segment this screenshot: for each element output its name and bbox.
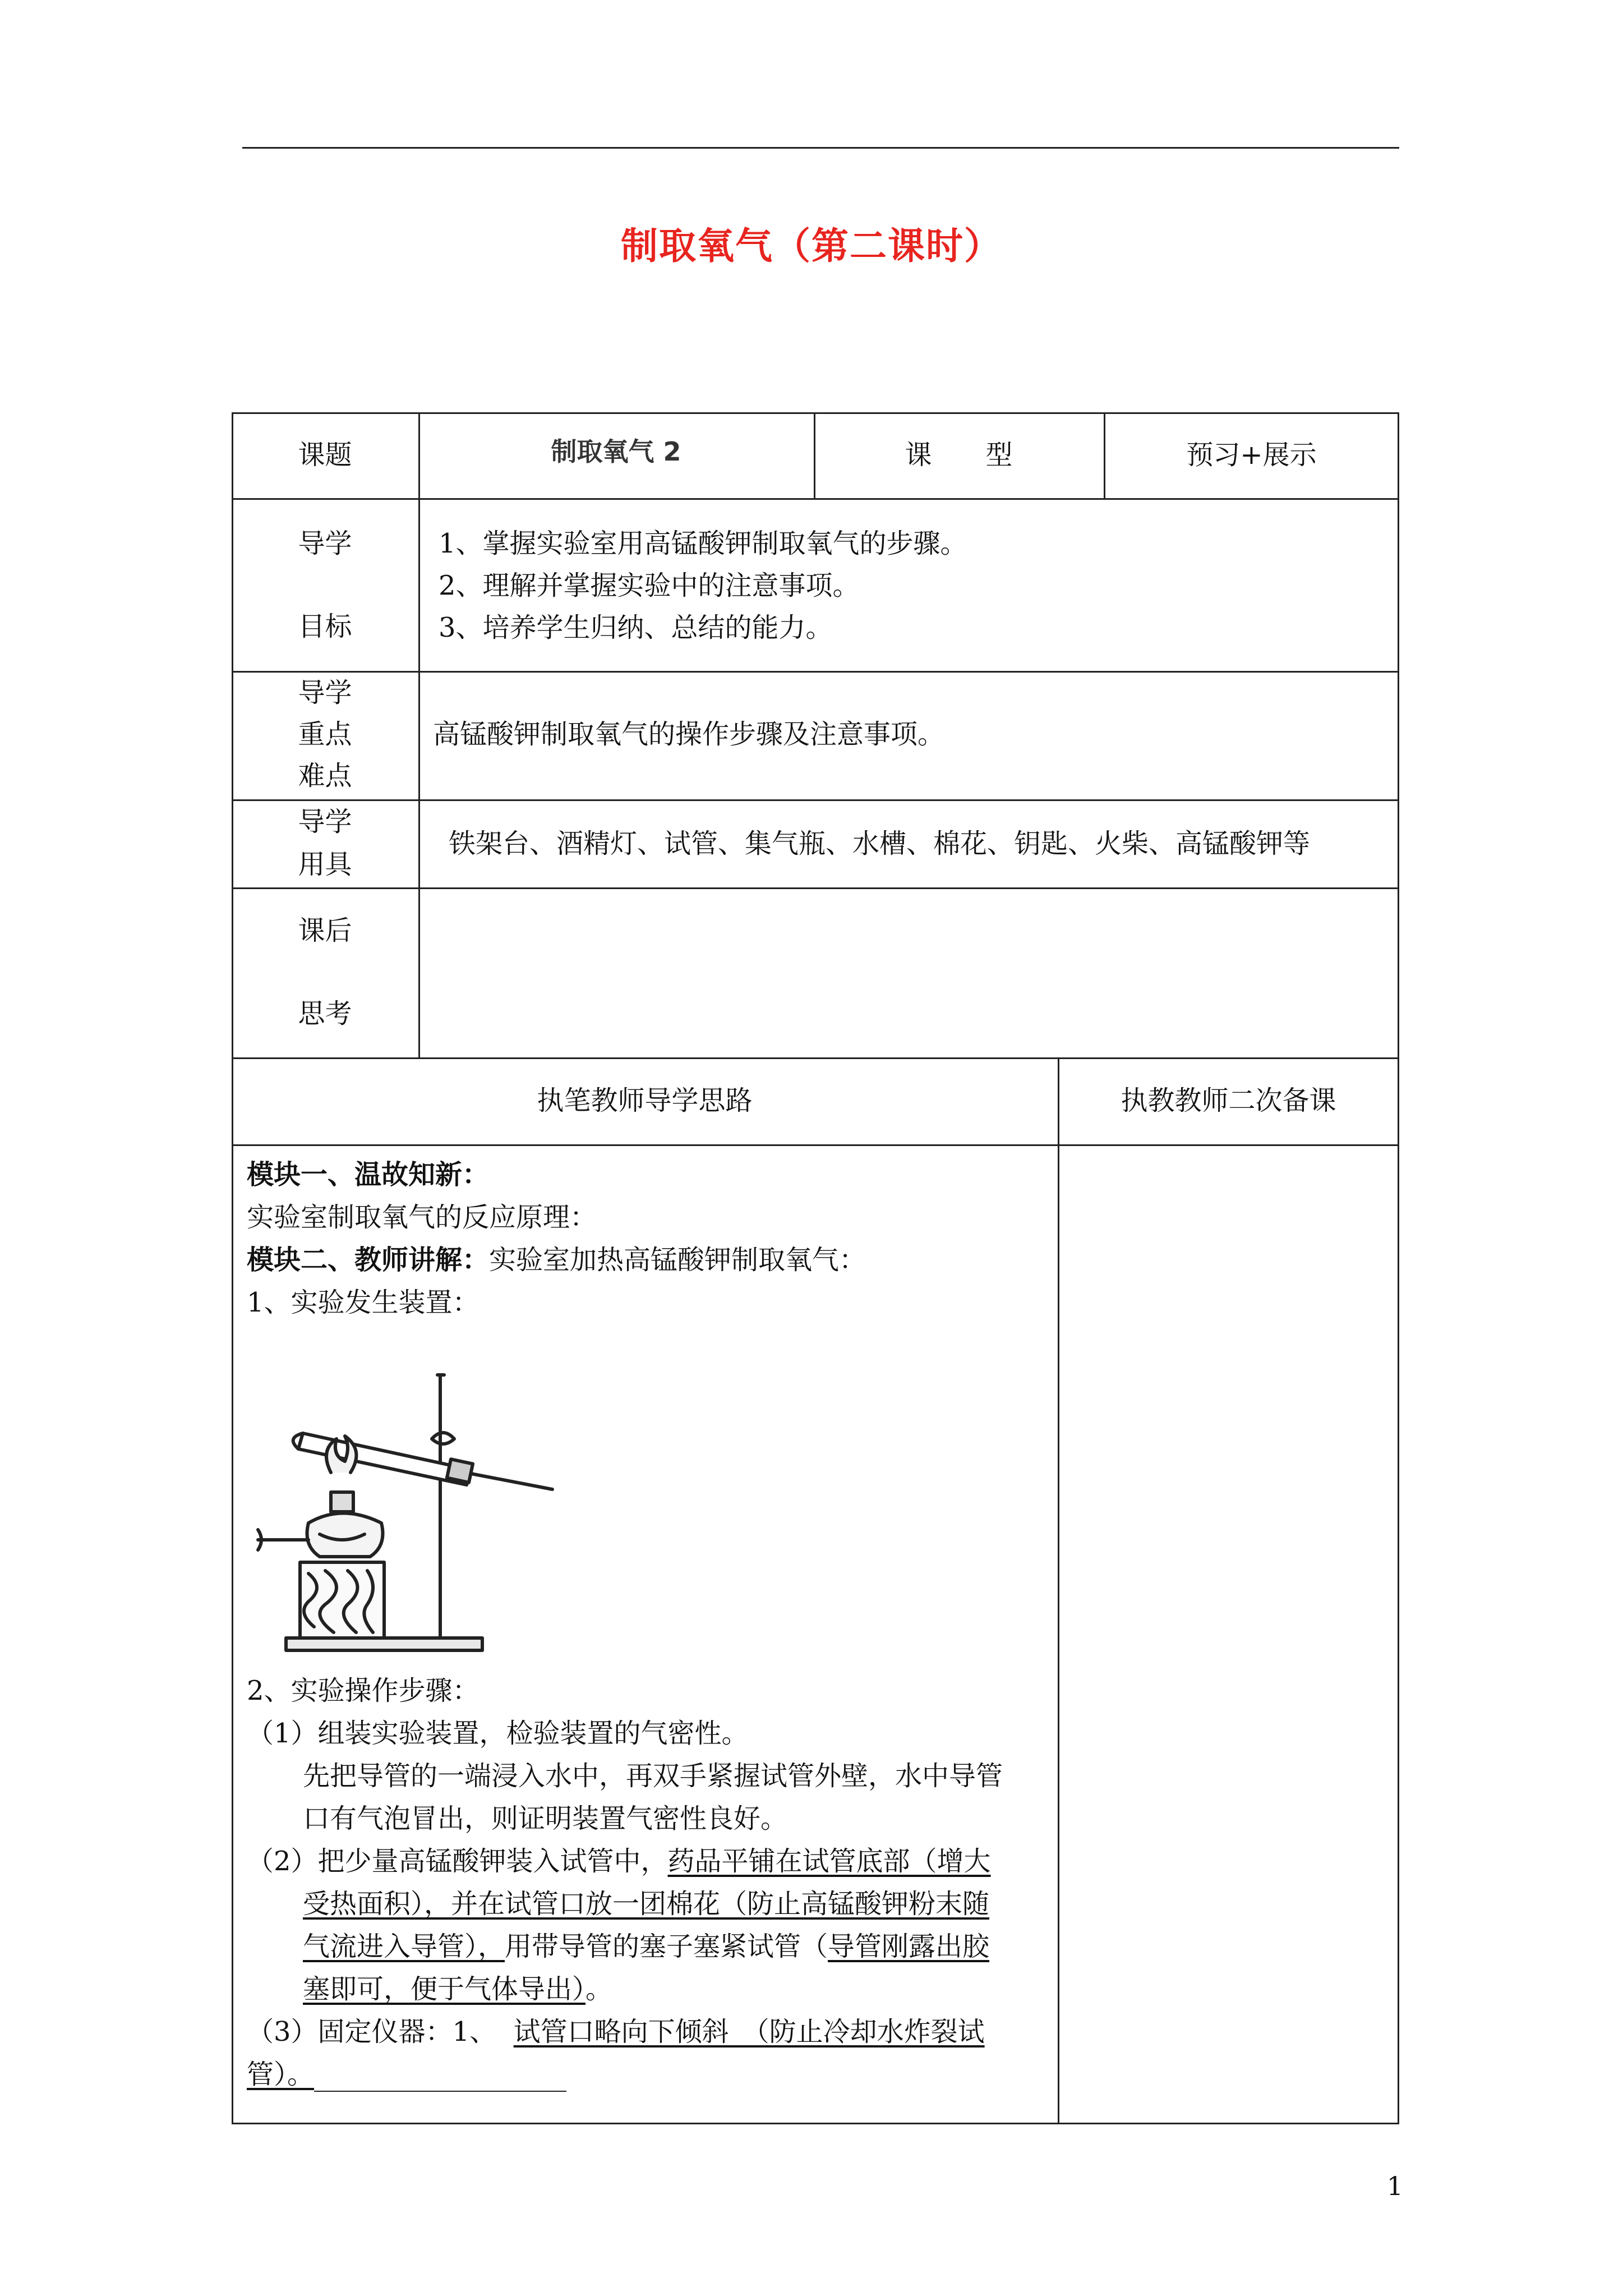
goal-item: 1、掌握实验室用高锰酸钾制取氧气的步骤。	[439, 528, 967, 559]
header-rule	[242, 147, 1399, 149]
item-apparatus: 1、实验发生装置：	[247, 1287, 479, 1318]
goals-label-2: 目标	[298, 611, 352, 642]
col-header-right: 执教教师二次备课	[1121, 1085, 1336, 1116]
row-divider	[232, 498, 1399, 500]
step-2-line-1	[247, 1839, 991, 1883]
step-3-line-1	[247, 2010, 985, 2054]
type-value: 预习+展示	[1186, 439, 1317, 471]
key-label-2: 重点	[298, 719, 352, 750]
item-steps: 2、实验操作步骤：	[247, 1675, 479, 1706]
step-3-line-2: 管）。	[247, 2059, 315, 2090]
goal-item: 2、理解并掌握实验中的注意事项。	[439, 570, 860, 601]
step-2-text: 用带导管的塞子塞紧试管（	[505, 1931, 828, 1962]
tools-value: 铁架台、酒精灯、试管、集气瓶、水槽、棉花、钥匙、火柴、高锰酸钾等	[449, 828, 1311, 859]
step-2-underlined: 气流进入导管），	[303, 1931, 505, 1962]
topic-label: 课题	[298, 439, 352, 471]
after-label-2: 思考	[298, 998, 352, 1029]
step-2-text: （2）把少量高锰酸钾装入试管中，	[247, 1846, 668, 1877]
step-2-line-2: 受热面积），并在试管口放一团棉花（防止高锰酸钾粉末随	[303, 1888, 990, 1920]
row-divider	[232, 1144, 1399, 1146]
step-1-detail: 先把导管的一端浸入水中，再双手紧握试管外壁，水中导管	[303, 1760, 1003, 1792]
key-value: 高锰酸钾制取氧气的操作步骤及注意事项。	[433, 719, 945, 750]
col-divider	[1058, 1057, 1059, 2124]
module1-line: 实验室制取氧气的反应原理：	[247, 1202, 597, 1233]
tools-label-1: 导学	[298, 806, 352, 838]
module1-title: 模块一、温故知新：	[247, 1159, 490, 1190]
step-1: （1）组装实验装置，检验装置的气密性。	[247, 1718, 749, 1749]
col-divider	[418, 412, 420, 1057]
goal-item: 3、培养学生归纳、总结的能力。	[439, 612, 833, 643]
step-2-line-4	[303, 1967, 612, 2011]
tools-label-2: 用具	[298, 849, 352, 880]
step-2-text: 。	[585, 1973, 613, 2005]
page-title: 制取氧气（第二课时）	[621, 224, 1002, 268]
key-label-1: 导学	[298, 677, 352, 708]
topic-value: 制取氧气 2	[551, 436, 681, 467]
step-2-underlined: 导管刚露出胶	[828, 1931, 990, 1962]
module2-title: 模块二、教师讲解：	[247, 1244, 490, 1276]
step-3-underlined: 试管口略向下倾斜 （防止冷却水炸裂试	[513, 2016, 985, 2047]
step-2-underlined: 药品平铺在试管底部（增大	[667, 1846, 991, 1877]
after-label-1: 课后	[298, 915, 352, 946]
col-header-left: 执笔教师导学思路	[537, 1085, 753, 1116]
row-divider	[232, 887, 1399, 889]
type-label: 课 型	[905, 439, 1013, 471]
page-number: 1	[1386, 2171, 1403, 2201]
row-divider	[232, 1057, 1399, 1059]
step-2-line-3	[303, 1925, 989, 1968]
module2-rest: 实验室加热高锰酸钾制取氧气：	[489, 1244, 866, 1276]
module2-line	[247, 1238, 866, 1282]
step-1-detail: 口有气泡冒出，则证明装置气密性良好。	[303, 1803, 788, 1834]
step-3-text: （3）固定仪器：1、	[247, 2016, 497, 2047]
goals-label-1: 导学	[298, 528, 352, 559]
step-2-underlined: 塞即可，便于气体导出）	[303, 1973, 586, 2005]
apparatus-diagram	[247, 1355, 566, 1663]
blank-line	[314, 2091, 566, 2092]
key-label-3: 难点	[298, 760, 352, 792]
